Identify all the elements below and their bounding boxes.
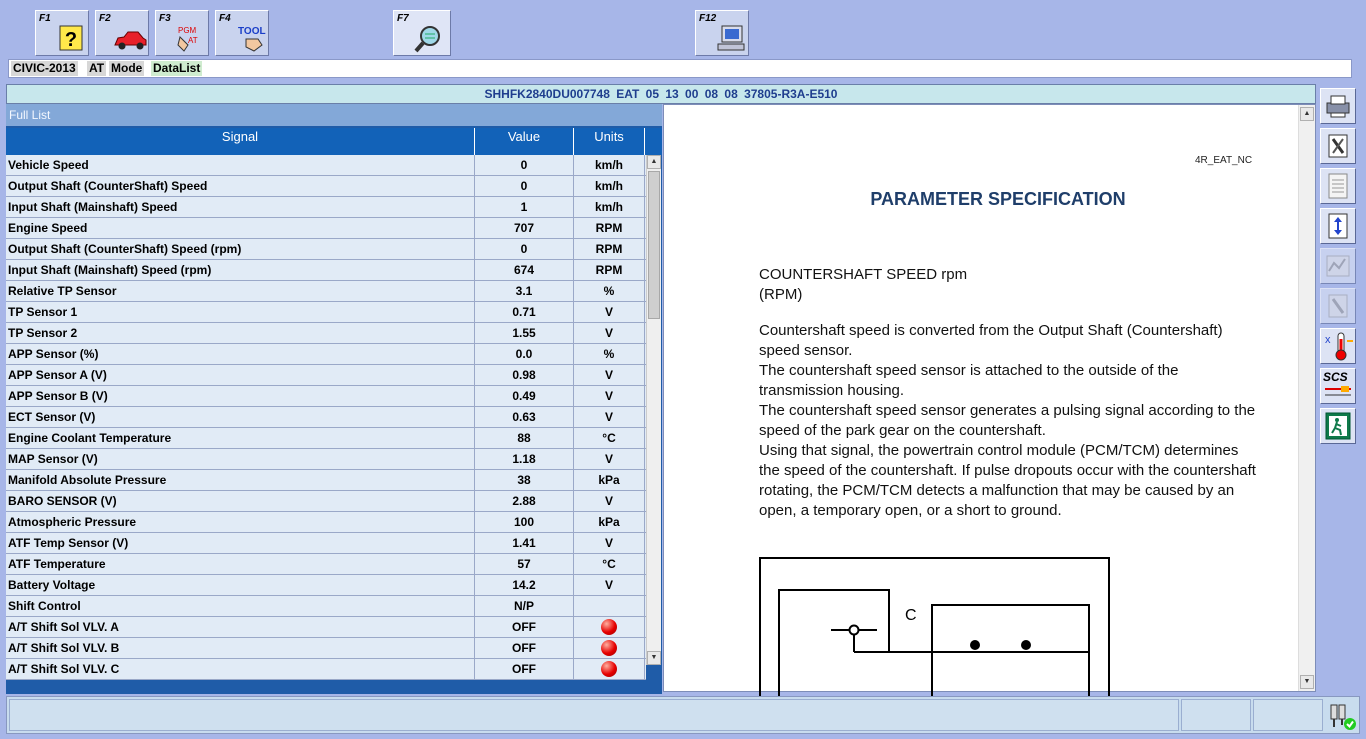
red-led-indicator-icon [601, 661, 617, 677]
tools-icon [1321, 129, 1355, 163]
signal-cell: Input Shaft (Mainshaft) Speed [6, 197, 475, 217]
signal-cell: A/T Shift Sol VLV. A [6, 617, 475, 637]
value-cell: 57 [475, 554, 574, 574]
thermometer-button[interactable] [1320, 328, 1356, 364]
list-updown-icon [1321, 209, 1355, 243]
table-row[interactable] [6, 365, 646, 386]
settings-button-disabled[interactable] [1320, 288, 1356, 324]
signal-cell: Manifold Absolute Pressure [6, 470, 475, 490]
parameter-name-line: COUNTERSHAFT SPEED rpm [759, 266, 968, 283]
list-selector[interactable]: Full List [6, 104, 662, 126]
graph-disabled-icon [1321, 249, 1355, 283]
svg-text:TOOL: TOOL [238, 26, 266, 37]
value-column-header[interactable]: Value [475, 128, 574, 155]
status-message-pane [9, 699, 1179, 731]
signal-cell: BARO SENSOR (V) [6, 491, 475, 511]
sensor-circuit-diagram [759, 557, 1119, 697]
value-cell: 2.88 [475, 491, 574, 511]
value-cell: 1.55 [475, 323, 574, 343]
value-cell: 1 [475, 197, 574, 217]
help-question-icon [56, 23, 86, 53]
doc-scroll-up-button[interactable]: ▲ [1300, 107, 1314, 121]
f3-pgmfi-button[interactable]: F3 PGM AT [155, 10, 209, 56]
datalist-label: DataList [153, 61, 201, 75]
mode-bar [8, 59, 1352, 78]
table-row[interactable] [6, 617, 646, 638]
table-row[interactable] [6, 218, 646, 239]
value-cell: 0.0 [475, 344, 574, 364]
diagram-label-c: C [905, 607, 917, 624]
value-cell: 0.71 [475, 302, 574, 322]
units-cell: kPa [574, 512, 645, 532]
signal-cell: A/T Shift Sol VLV. C [6, 659, 475, 679]
signal-cell: Atmospheric Pressure [6, 512, 475, 532]
units-cell: RPM [574, 239, 645, 259]
signal-cell: APP Sensor B (V) [6, 386, 475, 406]
scs-label: SCS [1323, 370, 1348, 384]
units-cell: °C [574, 428, 645, 448]
mode-label: Mode [111, 61, 143, 75]
value-cell: 14.2 [475, 575, 574, 595]
table-row[interactable] [6, 512, 646, 533]
value-cell: 0 [475, 155, 574, 175]
signal-cell: Battery Voltage [6, 575, 475, 595]
table-row[interactable] [6, 281, 646, 302]
units-cell: V [574, 491, 645, 511]
table-row[interactable] [6, 197, 646, 218]
f2-vehicle-button[interactable]: F2 [95, 10, 149, 56]
pgm-fi-at-icon [176, 23, 206, 53]
units-cell: V [574, 533, 645, 553]
table-header [6, 128, 662, 155]
value-cell: 0.63 [475, 407, 574, 427]
svg-text:x: x [1325, 334, 1331, 346]
signal-cell: Input Shaft (Mainshaft) Speed (rpm) [6, 260, 475, 280]
signal-cell: Output Shaft (CounterShaft) Speed [6, 176, 475, 196]
units-cell: kPa [574, 470, 645, 490]
vehicle-car-icon [112, 23, 148, 53]
parameter-name [759, 265, 967, 305]
signal-cell: Relative TP Sensor [6, 281, 475, 301]
units-cell: km/h [574, 176, 645, 196]
signal-cell: TP Sensor 1 [6, 302, 475, 322]
table-row[interactable] [6, 533, 646, 554]
table-row[interactable] [6, 596, 646, 617]
thermometer-icon [1321, 329, 1355, 363]
table-row[interactable] [6, 323, 646, 344]
signal-cell: Shift Control [6, 596, 475, 616]
units-cell: V [574, 323, 645, 343]
units-cell: V [574, 302, 645, 322]
signal-cell: Vehicle Speed [6, 155, 475, 175]
value-cell: 0.98 [475, 365, 574, 385]
table-row[interactable] [6, 428, 646, 449]
units-cell: % [574, 344, 645, 364]
signal-table-body [6, 155, 646, 676]
table-row[interactable] [6, 386, 646, 407]
units-column-header[interactable]: Units [574, 128, 645, 155]
units-cell: km/h [574, 155, 645, 175]
units-cell [574, 638, 645, 658]
value-cell: 38 [475, 470, 574, 490]
settings-disabled-icon [1321, 289, 1355, 323]
table-row[interactable] [6, 491, 646, 512]
table-row[interactable] [6, 302, 646, 323]
table-row[interactable] [6, 659, 646, 680]
signal-cell: Engine Coolant Temperature [6, 428, 475, 448]
scroll-down-button[interactable]: ▼ [647, 651, 661, 665]
value-cell: 100 [475, 512, 574, 532]
status-pane-2 [1181, 699, 1251, 731]
signal-cell: ECT Sensor (V) [6, 407, 475, 427]
value-cell: N/P [475, 596, 574, 616]
f1-help-button[interactable]: F1 ? [35, 10, 89, 56]
signal-cell: Engine Speed [6, 218, 475, 238]
f7-datalist-button[interactable]: F7 [393, 10, 451, 56]
units-cell [574, 596, 645, 616]
value-cell: OFF [475, 617, 574, 637]
value-cell: 1.18 [475, 449, 574, 469]
table-row[interactable] [6, 470, 646, 491]
signal-cell: ATF Temp Sensor (V) [6, 533, 475, 553]
value-cell: 674 [475, 260, 574, 280]
document-title: PARAMETER SPECIFICATION [870, 189, 1126, 209]
units-cell: V [574, 407, 645, 427]
signal-cell: ATF Temperature [6, 554, 475, 574]
value-cell: OFF [475, 659, 574, 679]
value-cell: 0 [475, 239, 574, 259]
units-cell: RPM [574, 218, 645, 238]
signal-cell: APP Sensor A (V) [6, 365, 475, 385]
red-led-indicator-icon [601, 619, 617, 635]
parameter-document-panel [663, 104, 1316, 692]
system-label: AT [89, 61, 105, 75]
document-list-button[interactable] [1320, 168, 1356, 204]
table-row[interactable] [6, 407, 646, 428]
signal-cell: APP Sensor (%) [6, 344, 475, 364]
scroll-thumb[interactable] [648, 171, 660, 319]
units-cell [574, 617, 645, 637]
value-cell: 0 [475, 176, 574, 196]
value-cell: 88 [475, 428, 574, 448]
data-list-panel [6, 104, 662, 694]
units-cell: V [574, 365, 645, 385]
signal-cell: Output Shaft (CounterShaft) Speed (rpm) [6, 239, 475, 259]
value-cell: 3.1 [475, 281, 574, 301]
value-cell: 1.41 [475, 533, 574, 553]
svg-text:AT: AT [188, 36, 198, 45]
signal-cell: TP Sensor 2 [6, 323, 475, 343]
units-cell: °C [574, 554, 645, 574]
status-pane-3 [1253, 699, 1323, 731]
red-led-indicator-icon [601, 640, 617, 656]
signal-cell: MAP Sensor (V) [6, 449, 475, 469]
table-row[interactable] [6, 155, 646, 176]
graph-button-disabled[interactable] [1320, 248, 1356, 284]
print-button[interactable] [1320, 88, 1356, 124]
value-cell: OFF [475, 638, 574, 658]
tool-hand-icon [236, 23, 266, 53]
document-code: 4R_EAT_NC [1195, 155, 1253, 166]
table-row[interactable] [6, 176, 646, 197]
exit-button[interactable] [1320, 408, 1356, 444]
scs-button[interactable] [1320, 368, 1356, 404]
printer-icon [1321, 89, 1355, 123]
table-vertical-scrollbar[interactable] [646, 155, 661, 665]
document-vertical-scrollbar[interactable] [1298, 105, 1315, 691]
table-row[interactable] [6, 260, 646, 281]
document-list-icon [1321, 169, 1355, 203]
parameter-description: Countershaft speed is converted from the Output Shaft (Countershaft) speed sensor. The countershaft speed sensor is attached to the outside of the transmission housing. The countershaft speed sensor generates a pulsing signal according to the speed of the park gear on the countershaft. Using that signal, the powertrain control module (PCM/TCM) determines the speed of the countershaft. If pulse dropouts occur with the countershaft rotating, the PCM/TCM detects a malfunction that may be caused by an open, a temporary open, or a short to ground. [759, 322, 1256, 519]
doc-scroll-down-button[interactable]: ▼ [1300, 675, 1314, 689]
units-cell: km/h [574, 197, 645, 217]
f4-tool-button[interactable]: F4 TOOL [215, 10, 269, 56]
f12-computer-button[interactable]: F12 [695, 10, 749, 56]
table-row[interactable] [6, 575, 646, 596]
units-cell: % [574, 281, 645, 301]
signal-cell: A/T Shift Sol VLV. B [6, 638, 475, 658]
tools-button[interactable] [1320, 128, 1356, 164]
magnifier-data-icon [414, 23, 444, 53]
signal-column-header[interactable]: Signal [6, 128, 475, 155]
table-row[interactable] [6, 554, 646, 575]
table-row[interactable] [6, 638, 646, 659]
value-cell: 707 [475, 218, 574, 238]
units-cell: V [574, 386, 645, 406]
value-cell: 0.49 [475, 386, 574, 406]
units-cell: V [574, 575, 645, 595]
units-cell: RPM [574, 260, 645, 280]
scroll-up-button[interactable]: ▲ [647, 155, 661, 169]
computer-terminal-icon [716, 23, 746, 53]
connection-status-icon [1325, 699, 1357, 731]
svg-text:?: ? [64, 29, 78, 51]
units-cell [574, 659, 645, 679]
status-bar [6, 696, 1360, 734]
svg-text:PGM: PGM [178, 26, 197, 35]
list-updown-button[interactable] [1320, 208, 1356, 244]
units-cell: V [574, 449, 645, 469]
table-row[interactable] [6, 344, 646, 365]
table-row[interactable] [6, 449, 646, 470]
parameter-unit-line: (RPM) [759, 286, 803, 303]
vin-ecu-bar: SHHFK2840DU007748 EAT 05 13 00 08 08 37805-R3A-E510 [6, 84, 1316, 104]
table-row[interactable] [6, 239, 646, 260]
exit-door-icon [1321, 409, 1355, 443]
model-label: CIVIC-2013 [13, 61, 76, 75]
